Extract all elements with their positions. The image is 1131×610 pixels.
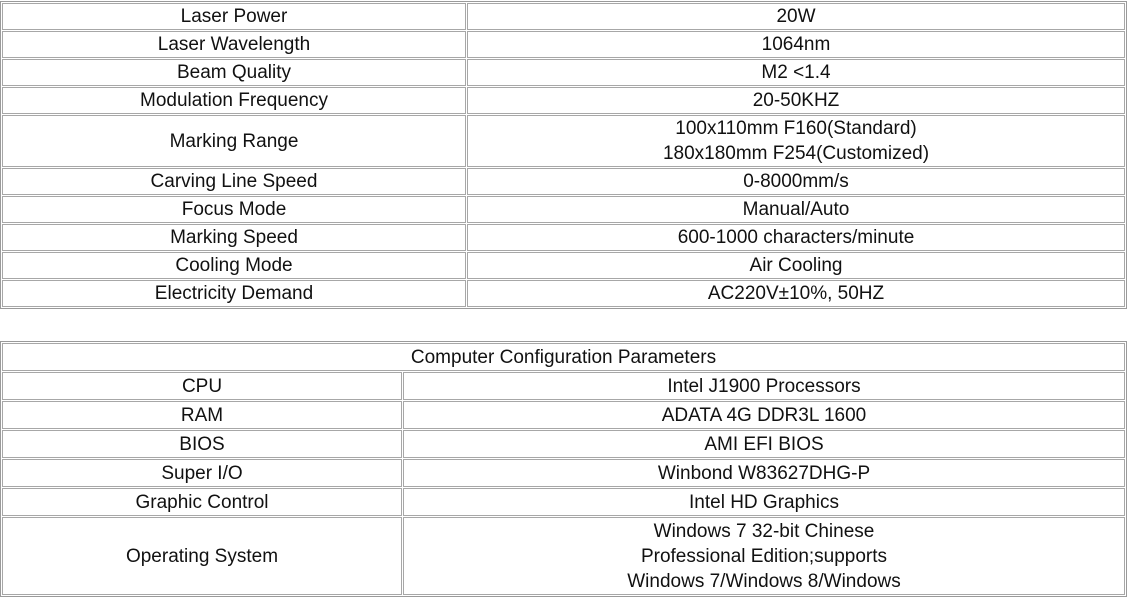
spec-label: Focus Mode bbox=[2, 196, 466, 223]
laser-specs-body bbox=[2, 3, 1125, 307]
spec-value bbox=[467, 3, 1125, 30]
spec-value bbox=[403, 459, 1125, 487]
laser-spec-row bbox=[2, 252, 1125, 279]
spec-value bbox=[403, 430, 1125, 458]
spec-value bbox=[467, 168, 1125, 195]
spec-value-line: AC220V±10%, 50HZ bbox=[707, 283, 885, 304]
spec-value bbox=[467, 59, 1125, 86]
spec-value-line: 100x110mm F160(Standard) bbox=[675, 118, 917, 139]
spec-value-line: 1064nm bbox=[761, 34, 831, 55]
computer-config-row bbox=[2, 401, 1125, 429]
spec-label: Electricity Demand bbox=[2, 280, 466, 307]
computer-config-row bbox=[2, 488, 1125, 516]
spec-value-line: Manual/Auto bbox=[742, 199, 850, 220]
spec-value-line: Winbond W83627DHG-P bbox=[657, 462, 871, 484]
spec-value-line: M2 <1.4 bbox=[761, 62, 831, 83]
spec-label: CPU bbox=[2, 372, 402, 400]
spec-label: Laser Wavelength bbox=[2, 31, 466, 58]
laser-spec-row bbox=[2, 115, 1125, 167]
spec-label: Marking Speed bbox=[2, 224, 466, 251]
laser-specs-table bbox=[0, 1, 1127, 309]
spec-value bbox=[467, 280, 1125, 307]
spec-value-line: 20W bbox=[776, 6, 816, 27]
spec-label: Carving Line Speed bbox=[2, 168, 466, 195]
spec-value-line: Windows 7/Windows 8/Windows bbox=[627, 570, 901, 592]
spec-label: RAM bbox=[2, 401, 402, 429]
spec-value bbox=[467, 224, 1125, 251]
spec-label: Cooling Mode bbox=[2, 252, 466, 279]
computer-config-row bbox=[2, 430, 1125, 458]
spec-value-line: Professional Edition;supports bbox=[640, 545, 888, 567]
spec-value-line: Windows 7 32-bit Chinese bbox=[653, 520, 875, 542]
computer-config-row bbox=[2, 459, 1125, 487]
spec-value-line: AMI EFI BIOS bbox=[704, 433, 824, 455]
spec-label: Modulation Frequency bbox=[2, 87, 466, 114]
spec-label: Graphic Control bbox=[2, 488, 402, 516]
spec-value-line: 600-1000 characters/minute bbox=[677, 227, 915, 248]
spec-value bbox=[403, 488, 1125, 516]
spec-value bbox=[403, 372, 1125, 400]
laser-spec-row bbox=[2, 196, 1125, 223]
spec-value-line: 20-50KHZ bbox=[752, 90, 840, 111]
spec-value-line: Intel HD Graphics bbox=[689, 491, 839, 513]
laser-spec-row bbox=[2, 59, 1125, 86]
computer-config-body bbox=[2, 343, 1125, 595]
spec-value-line: ADATA 4G DDR3L 1600 bbox=[661, 404, 867, 426]
computer-config-row bbox=[2, 517, 1125, 595]
spec-value bbox=[403, 517, 1125, 595]
laser-spec-row bbox=[2, 3, 1125, 30]
spec-value bbox=[467, 115, 1125, 167]
computer-config-row bbox=[2, 372, 1125, 400]
spec-value-line: 0-8000mm/s bbox=[743, 171, 849, 192]
spec-label: Laser Power bbox=[2, 3, 466, 30]
spec-label: Operating System bbox=[2, 517, 402, 595]
spec-value bbox=[467, 196, 1125, 223]
spec-value-line: Intel J1900 Processors bbox=[667, 375, 861, 397]
laser-spec-row bbox=[2, 31, 1125, 58]
spec-label: Marking Range bbox=[2, 115, 466, 167]
spec-label: Super I/O bbox=[2, 459, 402, 487]
computer-config-title: Computer Configuration Parameters bbox=[2, 343, 1125, 371]
spec-value bbox=[403, 401, 1125, 429]
spec-label: Beam Quality bbox=[2, 59, 466, 86]
spec-value bbox=[467, 87, 1125, 114]
laser-spec-row bbox=[2, 280, 1125, 307]
computer-config-title-row bbox=[2, 343, 1125, 371]
computer-config-table bbox=[0, 341, 1127, 597]
laser-spec-row bbox=[2, 224, 1125, 251]
spec-value bbox=[467, 252, 1125, 279]
laser-spec-row bbox=[2, 87, 1125, 114]
laser-spec-row bbox=[2, 168, 1125, 195]
spec-value-line: 180x180mm F254(Customized) bbox=[662, 143, 930, 164]
spec-value bbox=[467, 31, 1125, 58]
spec-label: BIOS bbox=[2, 430, 402, 458]
spec-value-line: Air Cooling bbox=[749, 255, 843, 276]
